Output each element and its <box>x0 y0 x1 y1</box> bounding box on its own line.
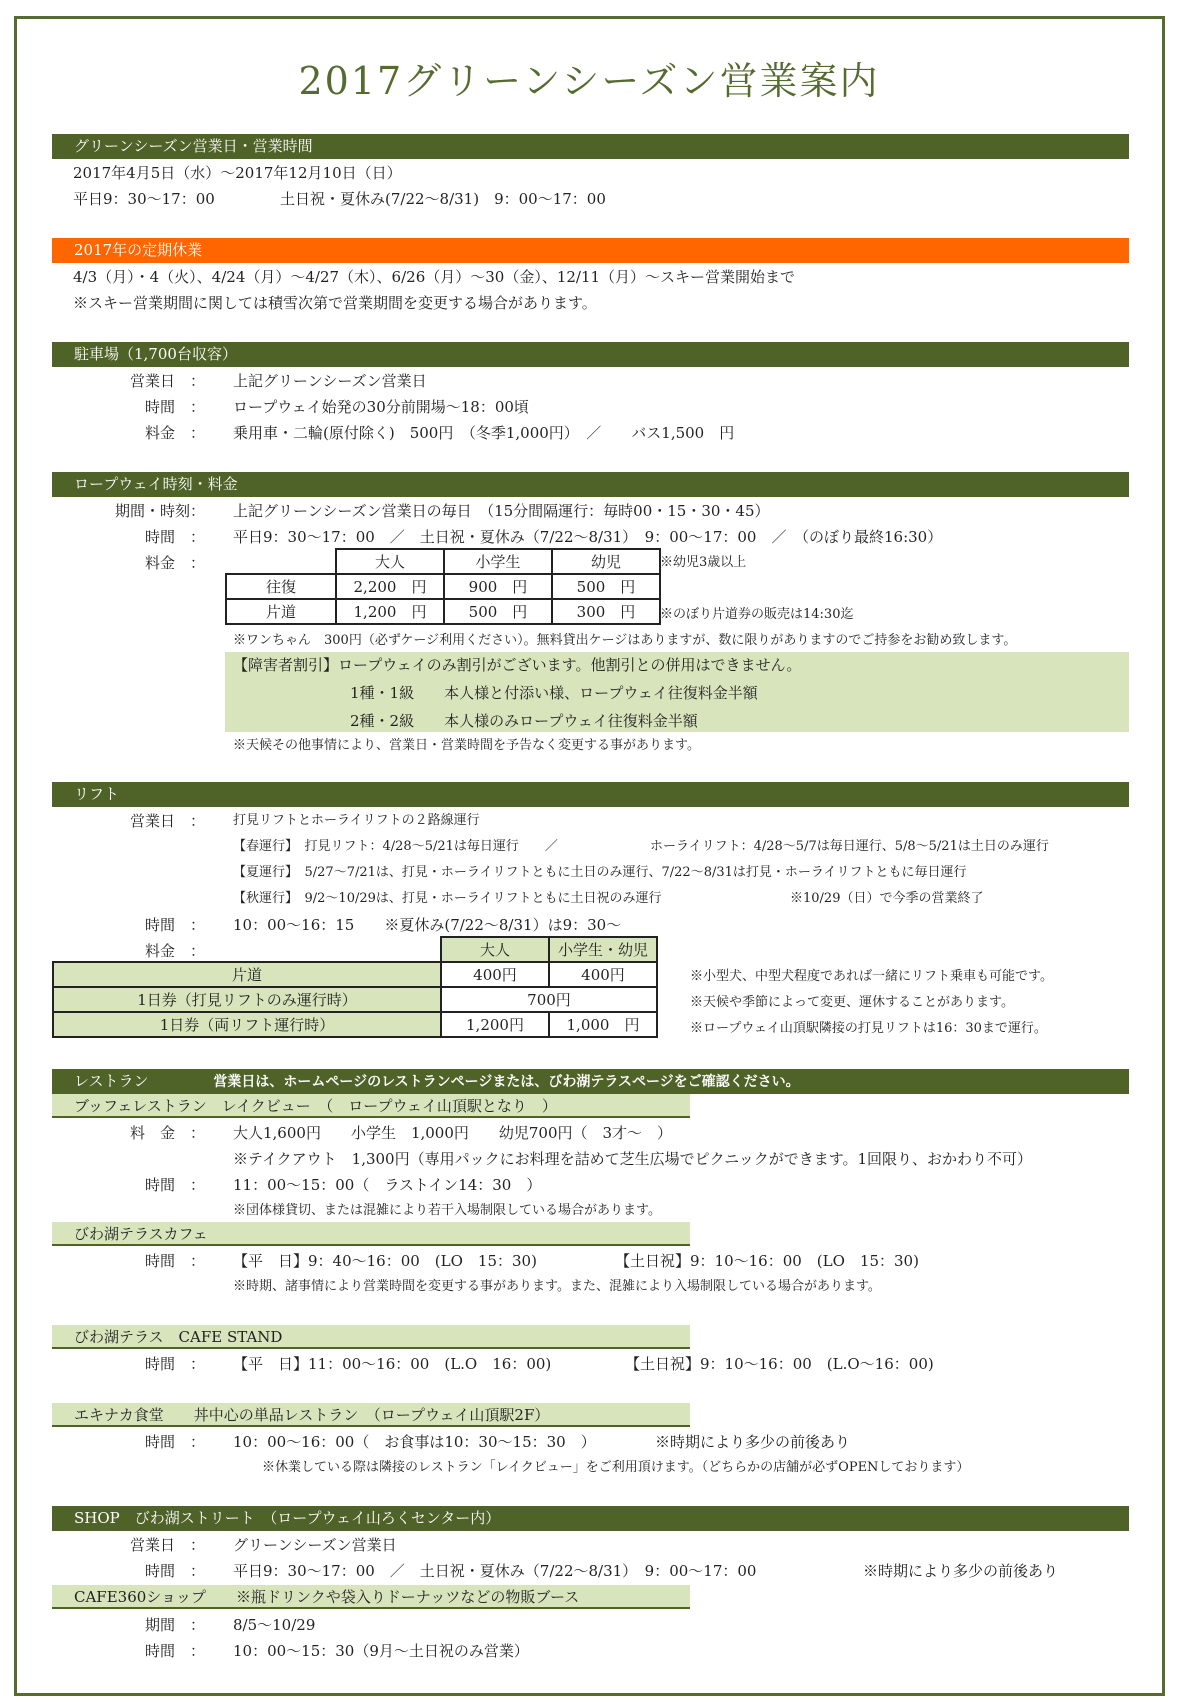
table-header: 幼児 <box>552 549 660 574</box>
ekinaka-note: ※休業している際は隣接のレストラン「レイクビュー」をご利用頂けます。（どちらかの店舗が必ずOPENしております） <box>262 1460 970 1475</box>
ekinaka-label-time: 時間 ： <box>144 1433 205 1451</box>
lift-label-time: 時間 ： <box>144 916 205 934</box>
section-header-season: グリーンシーズン営業日・営業時間 <box>52 134 1129 159</box>
section-header-parking: 駐車場（1,700台収容） <box>52 342 1129 367</box>
table-cell: 1,200 円 <box>336 599 444 624</box>
table-row-label: 往復 <box>226 574 336 599</box>
table-row-label: 1日券（両リフト運行時） <box>53 1012 441 1037</box>
season-dates: 2017年4月5日（水）～2017年12月10日（日） <box>73 164 402 182</box>
stand-label-time: 時間 ： <box>144 1355 205 1373</box>
table-row <box>226 599 660 624</box>
disability-discount-title: 【障害者割引】ロープウェイのみ割引がございます。他割引との併用はできません。 <box>233 656 802 674</box>
lift-summer: 【夏運行】 5/27～7/21は、打見・ホーライリフトともに土日のみ運行、7/22～8/31は打見・ホーライリフトともに毎日運行 <box>233 865 967 880</box>
ropeway-label-time: 時間 ： <box>144 528 205 546</box>
table-cell: 2,200 円 <box>336 574 444 599</box>
lift-value-time: 10：00～16：15 ※夏休み(7/22～8/31）は9：30～ <box>233 916 622 934</box>
lift-label-fee: 料金 ： <box>144 942 205 960</box>
stand-time-weekday: 【平 日】11：00～16：00 (L.O 16：00) <box>233 1355 552 1373</box>
table-cell: 400円 <box>549 962 657 987</box>
subheader-cafe360: CAFE360ショップ ※瓶ドリンクや袋入りドーナッツなどの物販ブース <box>52 1585 690 1609</box>
table-row-label: 片道 <box>226 599 336 624</box>
shop-time-note: ※時期により多少の前後あり <box>863 1562 1059 1580</box>
ropeway-value-period: 上記グリーンシーズン営業日の毎日 （15分間隔運行：毎時00・15・30・45） <box>233 502 770 520</box>
section-header-closed: 2017年の定期休業 <box>52 238 1129 263</box>
buffet-value-time: 11：00～15：00（ ラストイン14：30 ） <box>233 1176 542 1194</box>
lift-spring-uchimi: 【春運行】 打見リフト：4/28～5/21は毎日運行 ／ <box>233 839 558 854</box>
table-row <box>226 549 660 574</box>
closed-dates: 4/3（月）・4（火）、4/24（月）～4/27（木）、6/26（月）～30（金）、12/11（月）～スキー営業開始まで <box>73 268 796 286</box>
parking-value-fee: 乗用車・二輪(原付除く) 500円 （冬季1,000円） ／ バス1,500 円 <box>233 424 735 442</box>
table-row <box>53 987 657 1012</box>
lift-autumn-end: ※10/29（日）で今季の営業終了 <box>790 891 984 906</box>
buffet-takeout: ※テイクアウト 1,300円（専用パックにお料理を詰めて芝生広場でピクニックができます。1回限り、おかわり不可） <box>233 1150 1033 1168</box>
buffet-label-fee: 料 金 ： <box>129 1124 205 1142</box>
cafe360-value-time: 10：00～15：30（9月～土日祝のみ営業） <box>233 1642 529 1660</box>
lift-label-days: 営業日 ： <box>129 812 205 830</box>
section-header-lift: リフト <box>52 782 1129 807</box>
table-cell <box>226 549 336 574</box>
cafe-note: ※時期、諸事情により営業時間を変更する事があります。また、混雑により入場制限している場合があります。 <box>233 1279 881 1294</box>
parking-value-days: 上記グリーンシーズン営業日 <box>233 372 427 390</box>
season-hours-holiday: 土日祝・夏休み(7/22～8/31) 9：00～17：00 <box>280 190 606 208</box>
subheader-terrace-cafe: びわ湖テラスカフェ <box>52 1222 690 1246</box>
table-header: 小学生・幼児 <box>549 937 657 962</box>
table-row <box>53 1012 657 1037</box>
page-title: 2017グリーンシーズン営業案内 <box>298 59 880 103</box>
ekinaka-value-time: 10：00～16：00（ お食事は10：30～15：30 ） <box>233 1433 596 1451</box>
shop-value-days: グリーンシーズン営業日 <box>233 1536 397 1554</box>
table-cell: 400円 <box>441 962 549 987</box>
table-cell: 1,200円 <box>441 1012 549 1037</box>
shop-value-time: 平日9：30～17：00 ／ 土日祝・夏休み（7/22～8/31） 9：00～17：00 <box>233 1562 757 1580</box>
subheader-cafe-stand: びわ湖テラス CAFE STAND <box>52 1325 690 1349</box>
weather-note: ※天候その他事情により、営業日・営業時間を予告なく変更する事があります。 <box>233 738 700 753</box>
disability-discount-2: 2種・2級 本人様のみロープウェイ往復料金半額 <box>350 712 698 730</box>
table-cell: 1,000 円 <box>549 1012 657 1037</box>
cafe360-label-period: 期間 ： <box>144 1616 205 1634</box>
section-header-restaurant <box>52 1069 1129 1094</box>
section-header-ropeway: ロープウェイ時刻・料金 <box>52 472 1129 497</box>
buffet-value-fee: 大人1,600円 小学生 1,000円 幼児700円（ 3才～ ） <box>233 1124 673 1142</box>
restaurant-header-label: レストラン <box>74 1072 149 1090</box>
shop-label-days: 営業日 ： <box>129 1536 205 1554</box>
restaurant-header-note: 営業日は、ホームページのレストランページまたは、びわ湖テラスページをご確認ください。 <box>213 1074 800 1090</box>
subheader-buffet: ブッフェレストラン レイクビュー （ ロープウェイ山頂駅となり ） <box>52 1094 690 1118</box>
disability-discount-1: 1種・1級 本人様と付添い様、ロープウェイ往復料金半額 <box>350 684 758 702</box>
table-row-label: 1日券（打見リフトのみ運行時） <box>53 987 441 1012</box>
table-cell: 700円 <box>441 987 657 1012</box>
cafe-time-holiday: 【土日祝】9：10～16：00 (LO 15：30) <box>615 1252 919 1270</box>
parking-value-time: ロープウェイ始発の30分前開場～18：00頃 <box>233 398 529 416</box>
table-header: 大人 <box>336 549 444 574</box>
table-header: 小学生 <box>444 549 552 574</box>
ropeway-label-fee: 料金 ： <box>144 554 205 572</box>
lift-spring-horai: ホーライリフト：4/28～5/7は毎日運行、5/8～5/21は土日のみ運行 <box>650 839 1049 854</box>
cafe-time-weekday: 【平 日】9：40～16：00 (LO 15：30) <box>233 1252 537 1270</box>
lift-note-uchimi: ※ロープウェイ山頂駅隣接の打見リフトは16：30まで運行。 <box>690 1021 1047 1036</box>
lift-note-weather: ※天候や季節によって変更、運休することがあります。 <box>690 995 1014 1010</box>
table-row <box>53 937 657 962</box>
table-header: 大人 <box>441 937 549 962</box>
table-cell: 300 円 <box>552 599 660 624</box>
lift-fee-table <box>52 936 658 1038</box>
parking-label-days: 営業日 ： <box>129 372 205 390</box>
ekinaka-time-note: ※時期により多少の前後あり <box>655 1433 851 1451</box>
table-cell: 500 円 <box>444 599 552 624</box>
dog-note: ※ワンちゃん 300円（必ずケージ利用ください）。無料貸出ケージはありますが、数に限りがありますのでご持参をお勧め致します。 <box>233 633 1017 648</box>
cafe-label-time: 時間 ： <box>144 1252 205 1270</box>
parking-label-time: 時間 ： <box>144 398 205 416</box>
closed-note: ※スキー営業期間に関しては積雪次第で営業期間を変更する場合があります。 <box>73 294 597 312</box>
cafe360-value-period: 8/5～10/29 <box>233 1616 316 1634</box>
section-header-shop: SHOP びわ湖ストリート （ロープウェイ山ろくセンター内） <box>52 1506 1129 1531</box>
parking-label-fee: 料金 ： <box>144 424 205 442</box>
table-cell <box>53 937 441 962</box>
lift-autumn: 【秋運行】 9/2～10/29は、打見・ホーライリフトともに土日祝のみ運行 <box>233 891 662 906</box>
oneway-sale-note: ※のぼり片道券の販売は14:30迄 <box>660 607 854 622</box>
ropeway-value-time: 平日9：30～17：00 ／ 土日祝・夏休み（7/22～8/31） 9：00～17：00 ／ （のぼり最終16:30） <box>233 528 943 546</box>
stand-time-holiday: 【土日祝】9：10～16：00 (L.O～16：00) <box>625 1355 934 1373</box>
ropeway-fee-table <box>225 548 661 625</box>
table-row <box>53 962 657 987</box>
subheader-ekinaka: エキナカ食堂 丼中心の単品レストラン （ロープウェイ山頂駅2F） <box>52 1403 690 1427</box>
table-cell: 500 円 <box>552 574 660 599</box>
ropeway-label-period: 期間・時刻： <box>114 502 205 520</box>
table-row <box>226 574 660 599</box>
buffet-label-time: 時間 ： <box>144 1176 205 1194</box>
shop-label-time: 時間 ： <box>144 1562 205 1580</box>
season-hours-weekday: 平日9：30～17：00 <box>73 190 215 208</box>
table-cell: 900 円 <box>444 574 552 599</box>
lift-value-days: 打見リフトとホーライリフトの２路線運行 <box>233 813 480 828</box>
infant-age-note: ※幼児3歳以上 <box>660 555 747 570</box>
buffet-note: ※団体様貸切、または混雑により若干入場制限している場合があります。 <box>233 1203 661 1218</box>
table-row-label: 片道 <box>53 962 441 987</box>
cafe360-label-time: 時間 ： <box>144 1642 205 1660</box>
lift-note-dogs: ※小型犬、中型犬程度であれば一緒にリフト乗車も可能です。 <box>690 969 1053 984</box>
